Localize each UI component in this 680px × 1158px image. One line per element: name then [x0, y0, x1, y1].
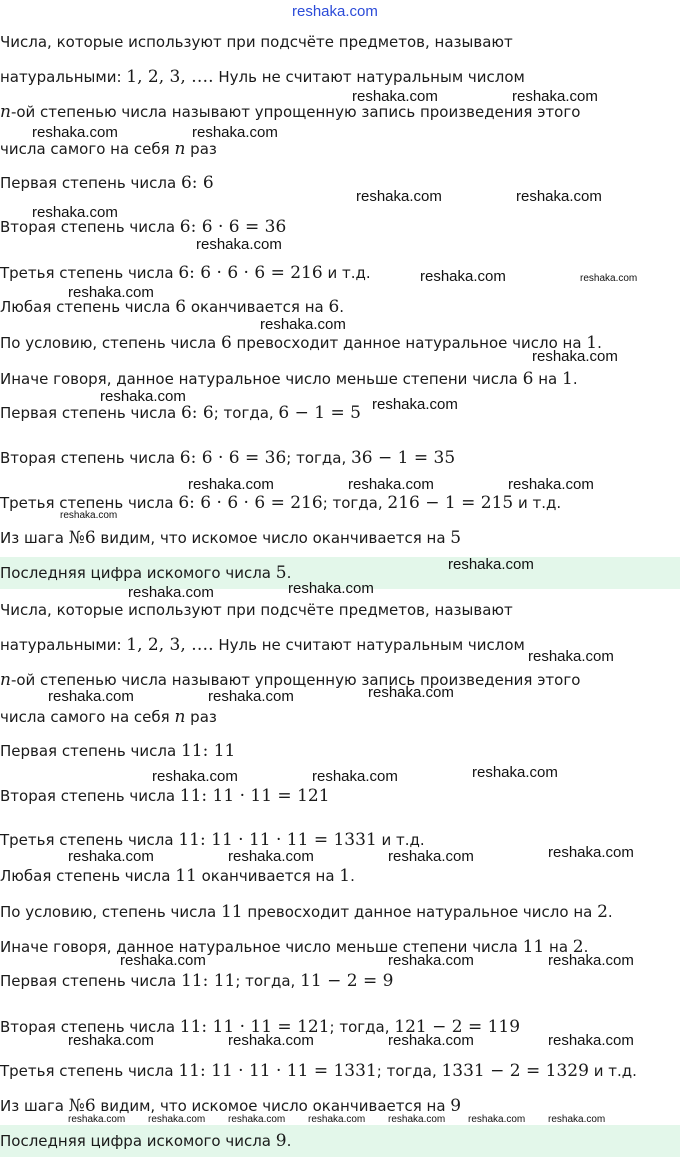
watermark: reshaka.com	[352, 88, 438, 105]
text-segment: ; тогда,	[329, 1018, 395, 1036]
watermark: reshaka.com	[48, 688, 134, 705]
watermark-small: reshaka.com	[60, 510, 118, 521]
text-segment: .	[597, 334, 602, 352]
watermark: reshaka.com	[260, 316, 346, 333]
watermark: reshaka.com	[388, 848, 474, 865]
watermark: reshaka.com	[288, 580, 374, 597]
watermark: reshaka.com	[388, 952, 474, 969]
math-expression: 11	[220, 902, 243, 922]
math-expression: 1	[561, 369, 573, 389]
text-segment: на	[544, 938, 573, 956]
math-expression: 1, 2, 3, ….	[126, 67, 214, 87]
solution2-line-10	[0, 937, 588, 957]
solution1-line-14	[0, 528, 461, 548]
text-segment: ; тогда,	[286, 449, 351, 467]
watermark: reshaka.com	[68, 284, 154, 301]
text-segment: ; тогда,	[322, 494, 388, 512]
math-expression: 11: 11	[180, 741, 236, 761]
text-segment: раз	[185, 140, 217, 158]
text-segment: По условию, степень числа	[0, 903, 221, 921]
watermark: reshaka.com	[32, 204, 118, 221]
text-segment: Числа, которые используют при подсчёте предметов, называют	[0, 601, 513, 619]
text-segment: Первая степень числа	[0, 404, 181, 422]
solution2-line-8	[0, 866, 355, 886]
text-segment: ; тогда,	[213, 404, 279, 422]
text-segment: натуральными:	[0, 68, 127, 86]
watermark: reshaka.com	[528, 648, 614, 665]
math-expression: 11 − 2 = 9	[300, 971, 394, 991]
text-segment: числа самого на себя	[0, 140, 175, 158]
math-expression: 5	[450, 528, 462, 548]
text-segment: Третья степень числа	[0, 264, 179, 282]
text-segment: Из шага	[0, 1097, 69, 1115]
solution1-line-4	[0, 139, 217, 159]
watermark-small: reshaka.com	[228, 1114, 286, 1125]
watermark: reshaka.com	[532, 348, 618, 365]
text-segment: Вторая степень числа	[0, 1018, 180, 1036]
watermark: reshaka.com	[188, 476, 274, 493]
solution1-line-12	[0, 448, 455, 468]
text-segment: Иначе говоря, данное натуральное число меньше степени числа	[0, 938, 523, 956]
text-segment: раз	[185, 708, 217, 726]
watermark: reshaka.com	[68, 1032, 154, 1049]
text-segment: .	[350, 867, 355, 885]
watermark: reshaka.com	[348, 476, 434, 493]
text-segment: оканчивается на	[196, 867, 340, 885]
header-watermark: reshaka.com	[292, 3, 378, 20]
text-segment: превосходит данное натуральное число на	[242, 903, 598, 921]
math-expression: 6	[328, 297, 340, 317]
text-segment: Третья степень числа	[0, 1062, 179, 1080]
answer-digit: 5	[275, 563, 287, 583]
math-expression: №6	[68, 528, 96, 548]
text-segment: ; тогда,	[376, 1062, 442, 1080]
watermark: reshaka.com	[208, 688, 294, 705]
math-expression: 121 − 2 = 119	[394, 1017, 521, 1037]
text-segment: и т.д.	[588, 1062, 637, 1080]
solution1-line-11	[0, 403, 361, 423]
math-expression: 11: 11 · 11 = 121	[179, 786, 330, 806]
watermark: reshaka.com	[120, 952, 206, 969]
math-expression: n	[174, 139, 186, 159]
math-expression: 6	[522, 369, 534, 389]
watermark: reshaka.com	[32, 124, 118, 141]
watermark: reshaka.com	[512, 88, 598, 105]
text-segment: и т.д.	[513, 494, 562, 512]
watermark: reshaka.com	[196, 236, 282, 253]
text-segment: -ой степенью числа называют упрощенную запись произведения этого	[10, 103, 581, 121]
math-expression: 6: 6 · 6 · 6 = 216	[178, 493, 323, 513]
text-segment: Из шага	[0, 529, 69, 547]
text-segment: Третья степень числа	[0, 831, 179, 849]
math-expression: 6: 6	[180, 403, 214, 423]
text-segment: Вторая степень числа	[0, 787, 180, 805]
solution2-line-4	[0, 707, 217, 727]
solution1-line-9	[0, 333, 602, 353]
solution1-line-2	[0, 67, 525, 87]
math-expression: 6 − 1 = 5	[278, 403, 361, 423]
watermark: reshaka.com	[356, 188, 442, 205]
math-expression: 11: 11 · 11 = 121	[179, 1017, 330, 1037]
math-expression: 11	[522, 937, 545, 957]
math-expression: 1331 − 2 = 1329	[441, 1061, 589, 1081]
solution2-line-11	[0, 971, 393, 991]
text-segment: .	[339, 298, 345, 316]
solution1-line-7	[0, 263, 371, 283]
math-expression: 11	[175, 866, 197, 886]
solution1-line-1	[0, 32, 513, 52]
watermark: reshaka.com	[312, 768, 398, 785]
answer-text: Последняя цифра искомого числа	[0, 564, 276, 582]
text-segment: Первая степень числа	[0, 972, 181, 990]
text-segment: и т.д.	[376, 831, 425, 849]
watermark: reshaka.com	[100, 388, 186, 405]
solution2-line-7	[0, 830, 425, 850]
math-expression: 11: 11 · 11 · 11 = 1331	[178, 830, 377, 850]
math-expression: 2	[597, 902, 608, 922]
watermark: reshaka.com	[420, 268, 506, 285]
text-segment: Нуль не считают натуральным числом	[213, 636, 525, 654]
text-segment: оканчивается на	[186, 298, 329, 316]
math-expression: 11: 11	[180, 971, 236, 991]
watermark-small: reshaka.com	[388, 1114, 446, 1125]
math-expression: 6	[220, 333, 232, 353]
watermark: reshaka.com	[192, 124, 278, 141]
solution1-line-5	[0, 173, 214, 193]
text-segment: видим, что искомое число оканчивается на	[95, 529, 451, 547]
text-segment: Иначе говоря, данное натуральное число меньше степени числа	[0, 370, 523, 388]
math-expression: n	[174, 707, 186, 727]
watermark: reshaka.com	[368, 684, 454, 701]
watermark: reshaka.com	[228, 1032, 314, 1049]
text-segment: Вторая степень числа	[0, 449, 180, 467]
math-expression: 11: 11 · 11 · 11 = 1331	[178, 1061, 377, 1081]
math-expression: №6	[68, 1096, 96, 1116]
math-expression: 6: 6 · 6 = 36	[179, 217, 287, 237]
watermark: reshaka.com	[228, 848, 314, 865]
solution2-line-1	[0, 600, 513, 620]
solution1-line-10	[0, 369, 578, 389]
text-segment: Любая степень числа	[0, 867, 176, 885]
solution2-line-3	[0, 670, 580, 690]
text-segment: Любая степень числа	[0, 298, 176, 316]
watermark-small: reshaka.com	[548, 1114, 606, 1125]
watermark: reshaka.com	[548, 1032, 634, 1049]
solution2-line-6	[0, 786, 330, 806]
watermark-small: reshaka.com	[68, 1114, 126, 1125]
math-expression: 9	[450, 1096, 462, 1116]
text-segment: .	[583, 938, 589, 956]
solution2-line-2	[0, 635, 525, 655]
text-segment: ; тогда,	[235, 972, 301, 990]
text-segment: Первая степень числа	[0, 174, 181, 192]
answer-text: .	[286, 564, 292, 582]
answer-text: Последняя цифра искомого числа	[0, 1132, 276, 1150]
math-expression: 6: 6	[180, 173, 214, 193]
math-expression: 6: 6 · 6 · 6 = 216	[178, 263, 323, 283]
text-segment: превосходит данное натуральное число на	[231, 334, 587, 352]
solution1-line-3	[0, 102, 580, 122]
watermark-small: reshaka.com	[580, 273, 638, 284]
text-segment: .	[607, 903, 613, 921]
text-segment: -ой степенью числа называют упрощенную запись произведения этого	[10, 671, 581, 689]
math-expression: n	[0, 670, 11, 690]
watermark: reshaka.com	[152, 768, 238, 785]
math-expression: 1, 2, 3, ….	[126, 635, 214, 655]
text-segment: натуральными:	[0, 636, 127, 654]
watermark-small: reshaka.com	[308, 1114, 366, 1125]
watermark: reshaka.com	[128, 584, 214, 601]
watermark: reshaka.com	[548, 844, 634, 861]
solution2-answer	[0, 1125, 680, 1157]
math-expression: 1	[339, 866, 351, 886]
solution2-line-9	[0, 902, 613, 922]
text-segment: видим, что искомое число оканчивается на	[95, 1097, 451, 1115]
math-expression: 36 − 1 = 35	[350, 448, 456, 468]
text-segment: По условию, степень числа	[0, 334, 221, 352]
solution2-line-13	[0, 1061, 637, 1081]
watermark-small: reshaka.com	[148, 1114, 206, 1125]
answer-digit: 9	[275, 1131, 287, 1151]
text-segment: Первая степень числа	[0, 742, 181, 760]
watermark-small: reshaka.com	[468, 1114, 526, 1125]
watermark: reshaka.com	[372, 396, 458, 413]
text-segment: Третья степень числа	[0, 494, 179, 512]
solution2-line-5	[0, 741, 235, 761]
text-segment: .	[572, 370, 578, 388]
text-segment: числа самого на себя	[0, 708, 175, 726]
math-expression: 1	[586, 333, 598, 353]
text-segment: Числа, которые используют при подсчёте предметов, называют	[0, 33, 513, 51]
text-segment: Нуль не считают натуральным числом	[213, 68, 525, 86]
watermark: reshaka.com	[472, 764, 558, 781]
answer-text: .	[286, 1132, 292, 1150]
watermark: reshaka.com	[516, 188, 602, 205]
watermark: reshaka.com	[448, 556, 534, 573]
math-expression: n	[0, 102, 11, 122]
math-expression: 216 − 1 = 215	[387, 493, 514, 513]
watermark: reshaka.com	[508, 476, 594, 493]
watermark: reshaka.com	[388, 1032, 474, 1049]
solution1-line-8	[0, 297, 344, 317]
watermark: reshaka.com	[68, 848, 154, 865]
watermark: reshaka.com	[548, 952, 634, 969]
math-expression: 6: 6 · 6 = 36	[179, 448, 287, 468]
math-expression: 2	[572, 937, 584, 957]
text-segment: на	[533, 370, 562, 388]
solution2-line-14	[0, 1096, 461, 1116]
math-expression: 6	[175, 297, 187, 317]
text-segment: Вторая степень числа	[0, 218, 180, 236]
text-segment: и т.д.	[322, 264, 371, 282]
